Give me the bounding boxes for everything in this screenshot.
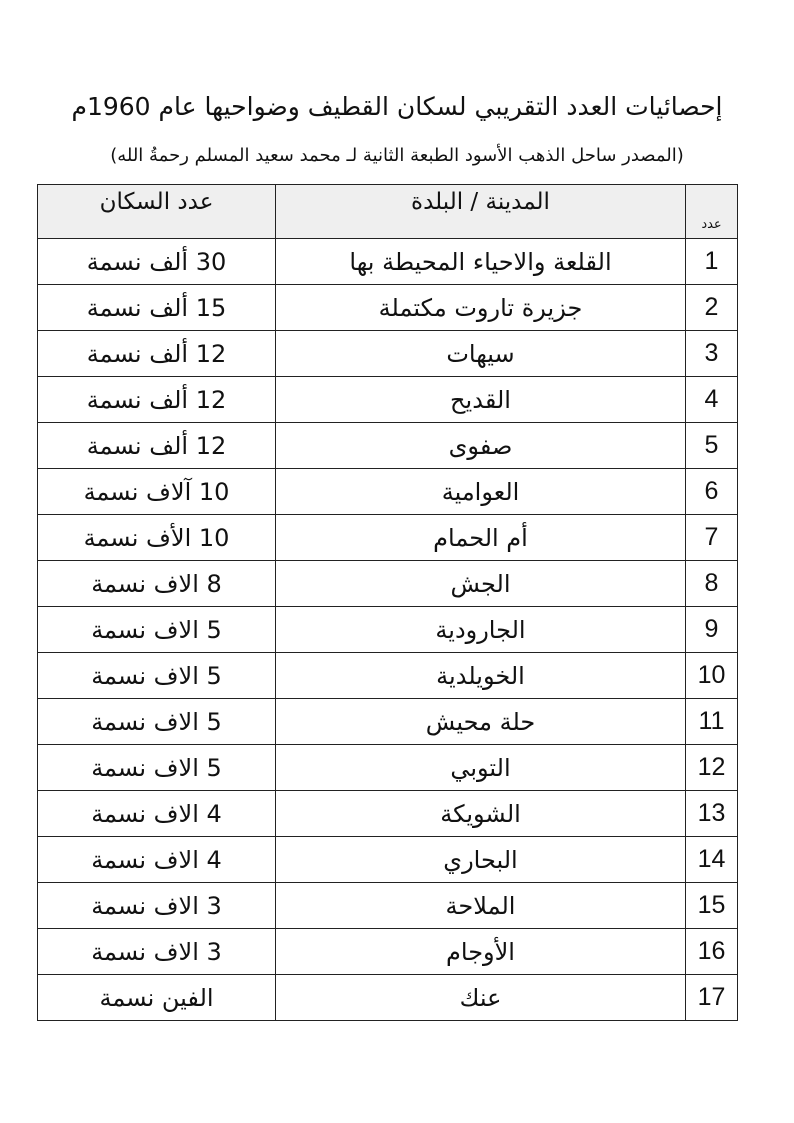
- row-population: 3 الاف نسمة: [38, 929, 276, 975]
- row-number: 15: [686, 883, 738, 929]
- row-population: 12 ألف نسمة: [38, 423, 276, 469]
- row-population: 12 ألف نسمة: [38, 377, 276, 423]
- row-town: حلة محيش: [276, 699, 686, 745]
- row-town: سيهات: [276, 331, 686, 377]
- row-town: صفوى: [276, 423, 686, 469]
- table-row: [38, 515, 738, 561]
- row-population: 5 الاف نسمة: [38, 699, 276, 745]
- row-number: 4: [686, 377, 738, 423]
- table-row: [38, 791, 738, 837]
- row-town: جزيرة تاروت مكتملة: [276, 285, 686, 331]
- row-number: 5: [686, 423, 738, 469]
- row-number: 17: [686, 975, 738, 1021]
- row-number: 2: [686, 285, 738, 331]
- table-row: [38, 331, 738, 377]
- document-title: إحصائيات العدد التقريبي لسكان القطيف وضواحيها عام 1960م: [71, 92, 723, 121]
- row-population: 4 الاف نسمة: [38, 837, 276, 883]
- population-table: [37, 184, 738, 1021]
- row-town: البحاري: [276, 837, 686, 883]
- row-town: العوامية: [276, 469, 686, 515]
- row-number: 16: [686, 929, 738, 975]
- row-town: الملاحة: [276, 883, 686, 929]
- row-population: 5 الاف نسمة: [38, 745, 276, 791]
- table-row: [38, 377, 738, 423]
- row-town: الجش: [276, 561, 686, 607]
- header-town: المدينة / البلدة: [276, 185, 686, 239]
- row-population: 12 ألف نسمة: [38, 331, 276, 377]
- row-number: 13: [686, 791, 738, 837]
- table-row: [38, 423, 738, 469]
- row-number: 8: [686, 561, 738, 607]
- row-population: 30 ألف نسمة: [38, 239, 276, 285]
- row-population: 8 الاف نسمة: [38, 561, 276, 607]
- row-population: 5 الاف نسمة: [38, 607, 276, 653]
- table-row: [38, 929, 738, 975]
- table-row: [38, 975, 738, 1021]
- row-town: القديح: [276, 377, 686, 423]
- row-number: 10: [686, 653, 738, 699]
- row-town: الأوجام: [276, 929, 686, 975]
- row-number: 6: [686, 469, 738, 515]
- table-row: [38, 837, 738, 883]
- row-town: الخويلدية: [276, 653, 686, 699]
- table-row: [38, 745, 738, 791]
- row-population: 5 الاف نسمة: [38, 653, 276, 699]
- row-town: الشويكة: [276, 791, 686, 837]
- row-town: التوبي: [276, 745, 686, 791]
- row-town: عنك: [276, 975, 686, 1021]
- header-population: عدد السكان: [38, 185, 276, 239]
- table-row: [38, 607, 738, 653]
- row-population: 15 ألف نسمة: [38, 285, 276, 331]
- row-town: القلعة والاحياء المحيطة بها: [276, 239, 686, 285]
- table-row: [38, 653, 738, 699]
- row-population: 3 الاف نسمة: [38, 883, 276, 929]
- row-number: 14: [686, 837, 738, 883]
- row-number: 3: [686, 331, 738, 377]
- row-town: الجارودية: [276, 607, 686, 653]
- row-town: أم الحمام: [276, 515, 686, 561]
- row-number: 9: [686, 607, 738, 653]
- table-body: [38, 239, 738, 1021]
- row-population: 10 آلاف نسمة: [38, 469, 276, 515]
- table-row: [38, 469, 738, 515]
- table-row: [38, 561, 738, 607]
- table-header-row: [38, 185, 738, 239]
- row-population: الفين نسمة: [38, 975, 276, 1021]
- table-row: [38, 239, 738, 285]
- row-number: 7: [686, 515, 738, 561]
- row-population: 10 الأف نسمة: [38, 515, 276, 561]
- row-number: 12: [686, 745, 738, 791]
- row-number: 1: [686, 239, 738, 285]
- row-population: 4 الاف نسمة: [38, 791, 276, 837]
- row-number: 11: [686, 699, 738, 745]
- table-row: [38, 285, 738, 331]
- table-row: [38, 699, 738, 745]
- header-number: عدد: [686, 185, 738, 239]
- table-row: [38, 883, 738, 929]
- document-subtitle: (المصدر ساحل الذهب الأسود الطبعة الثانية لـ محمد سعيد المسلم رحمةُ الله): [110, 145, 684, 166]
